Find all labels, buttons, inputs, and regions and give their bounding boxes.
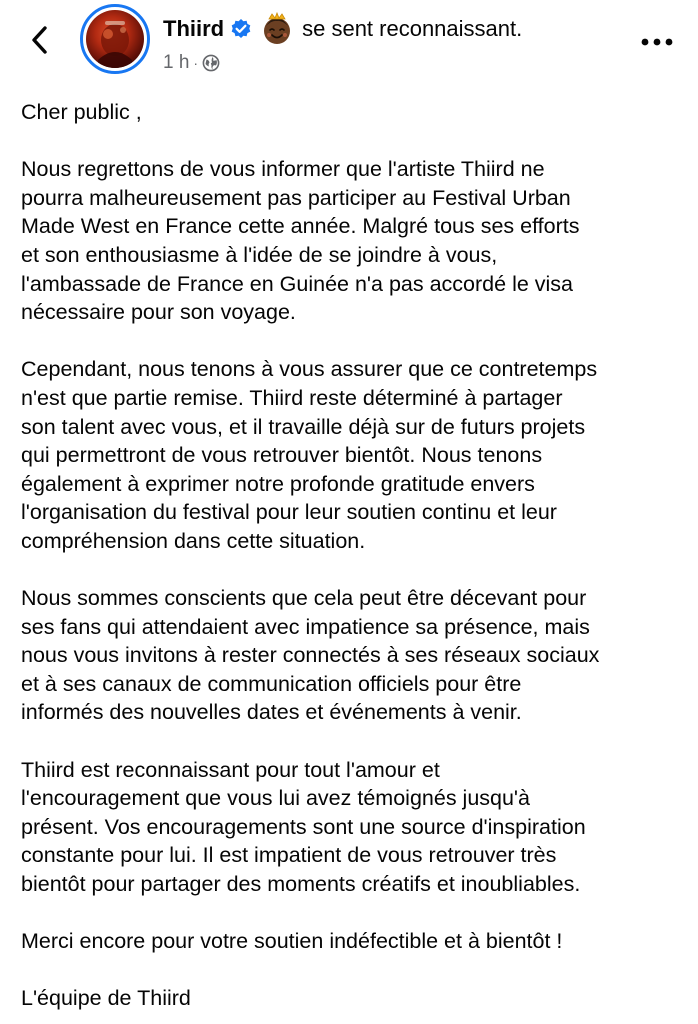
post-text-line: bientôt pour partager des moments créatifs et inoubliables.: [21, 872, 581, 897]
reconnaissant-emoji-icon: [258, 12, 296, 46]
post-text-line: et son enthousiasme à l'idée de se joindre à vous,: [21, 242, 498, 267]
more-horizontal-icon: [641, 38, 673, 46]
chevron-left-icon: [30, 25, 50, 55]
post-text-line: Merci encore pour votre soutien indéfectible et à bientôt !: [21, 929, 563, 954]
post-text-line: compréhension dans cette situation.: [21, 528, 366, 553]
meta-separator: ·: [193, 55, 199, 71]
more-options-button[interactable]: [636, 28, 678, 56]
post-text-line: Cependant, nous tenons à vous assurer que ce contretemps: [21, 357, 598, 382]
post-text-line: constante pour lui. Il est impatient de vous retrouver très: [21, 843, 557, 868]
post-text-line: Nous sommes conscients que cela peut être décevant pour: [21, 586, 587, 611]
post-text-line: l'ambassade de France en Guinée n'a pas accordé le visa: [21, 271, 574, 296]
paragraph-gap: [21, 556, 691, 585]
post-text-line: présent. Vos encouragements sont une source d'inspiration: [21, 814, 586, 839]
post-text-line: L'équipe de Thiird: [21, 986, 191, 1011]
post-meta: [163, 50, 220, 76]
post-text-line: n'est que partie remise. Thiird reste déterminé à partager: [21, 385, 563, 410]
feeling-text: se sent reconnaissant.: [302, 16, 523, 41]
author-line: [163, 12, 522, 46]
paragraph-gap: [21, 127, 691, 156]
post-text-line: nous vous invitons à rester connectés à ses réseaux sociaux: [21, 643, 600, 668]
post-header: [0, 0, 698, 90]
globe-icon: [202, 54, 220, 72]
author-name[interactable]: Thiird: [163, 16, 225, 41]
post-text-line: Thiird est reconnaissant pour tout l'amour et: [21, 757, 440, 782]
post-text-line: et à ses canaux de communication officiels pour être: [21, 671, 522, 696]
post-text-line: informés des nouvelles dates et événements à venir.: [21, 700, 522, 725]
paragraph-gap: [21, 327, 691, 356]
post-text-line: l'encouragement que vous lui avez témoignés jusqu'à: [21, 786, 530, 811]
post-text-line: également à exprimer notre profonde gratitude envers: [21, 471, 535, 496]
post-time[interactable]: 1 h: [163, 52, 190, 73]
avatar-image: [86, 10, 144, 68]
back-button[interactable]: [22, 20, 58, 60]
paragraph-gap: [21, 727, 691, 756]
post-text-line: nécessaire pour son voyage.: [21, 300, 296, 325]
paragraph-gap: [21, 956, 691, 985]
post-text-line: Nous regrettons de vous informer que l'artiste Thiird ne: [21, 157, 545, 182]
post-text-line: Cher public ,: [21, 100, 142, 124]
paragraph-gap: [21, 899, 691, 928]
post-text-line: pourra malheureusement pas participer au Festival Urban: [21, 185, 571, 210]
post-text-line: son talent avec vous, et il travaille déjà sur de futurs projets: [21, 414, 586, 439]
verified-badge-icon: [230, 18, 252, 40]
post-text-line: ses fans qui attendaient avec impatience sa présence, mais: [21, 614, 590, 639]
post-text-line: Made West en France cette année. Malgré tous ses efforts: [21, 214, 580, 239]
avatar[interactable]: [80, 4, 150, 74]
post-text-line: l'organisation du festival pour leur soutien continu et leur: [21, 500, 557, 525]
post-text: [21, 98, 691, 1013]
post-text-line: qui permettront de vous retrouver bientôt. Nous tenons: [21, 443, 543, 468]
